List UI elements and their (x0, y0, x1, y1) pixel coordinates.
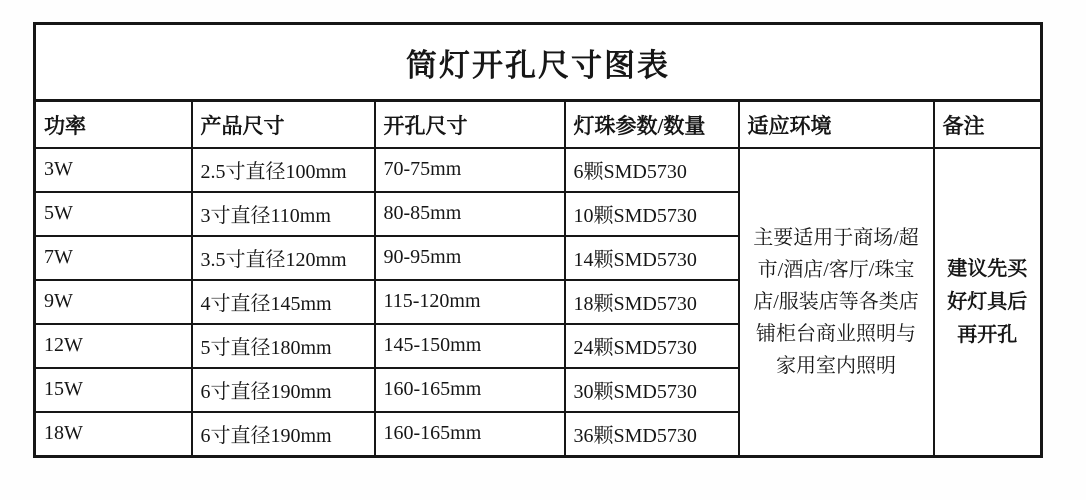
cell-led-count: 6颗SMD5730 (565, 148, 739, 192)
cell-product-size: 2.5寸直径100mm (192, 148, 375, 192)
header-row (35, 101, 1042, 149)
cell-hole-size: 70-75mm (375, 148, 565, 192)
cell-product-size: 4寸直径145mm (192, 280, 375, 324)
cell-product-size: 3.5寸直径120mm (192, 236, 375, 280)
cell-power: 9W (35, 280, 192, 324)
cell-power: 7W (35, 236, 192, 280)
cell-led-count: 36颗SMD5730 (565, 412, 739, 457)
cell-hole-size: 90-95mm (375, 236, 565, 280)
downlight-size-table (33, 22, 1043, 458)
table-row (35, 148, 1042, 192)
cell-hole-size: 160-165mm (375, 412, 565, 457)
cell-led-count: 14颗SMD5730 (565, 236, 739, 280)
column-header-power: 功率 (35, 101, 192, 149)
cell-power: 5W (35, 192, 192, 236)
cell-power: 15W (35, 368, 192, 412)
cell-product-size: 3寸直径110mm (192, 192, 375, 236)
column-header-remark: 备注 (934, 101, 1042, 149)
environment-cell: 主要适用于商场/超市/酒店/客厅/珠宝店/服装店等各类店铺柜台商业照明与家用室内照明 (739, 148, 934, 457)
cell-hole-size: 80-85mm (375, 192, 565, 236)
chart-title: 筒灯开孔尺寸图表 (35, 24, 1042, 101)
cell-led-count: 10颗SMD5730 (565, 192, 739, 236)
column-header-product-size: 产品尺寸 (192, 101, 375, 149)
title-row (35, 24, 1042, 101)
column-header-led-params: 灯珠参数/数量 (565, 101, 739, 149)
column-header-environment: 适应环境 (739, 101, 934, 149)
cell-led-count: 24颗SMD5730 (565, 324, 739, 368)
cell-power: 18W (35, 412, 192, 457)
cell-hole-size: 160-165mm (375, 368, 565, 412)
cell-power: 3W (35, 148, 192, 192)
cell-led-count: 18颗SMD5730 (565, 280, 739, 324)
remark-cell: 建议先买好灯具后再开孔 (934, 148, 1042, 457)
column-header-hole-size: 开孔尺寸 (375, 101, 565, 149)
cell-power: 12W (35, 324, 192, 368)
cell-product-size: 6寸直径190mm (192, 412, 375, 457)
cell-hole-size: 145-150mm (375, 324, 565, 368)
cell-product-size: 5寸直径180mm (192, 324, 375, 368)
cell-product-size: 6寸直径190mm (192, 368, 375, 412)
cell-hole-size: 115-120mm (375, 280, 565, 324)
cell-led-count: 30颗SMD5730 (565, 368, 739, 412)
